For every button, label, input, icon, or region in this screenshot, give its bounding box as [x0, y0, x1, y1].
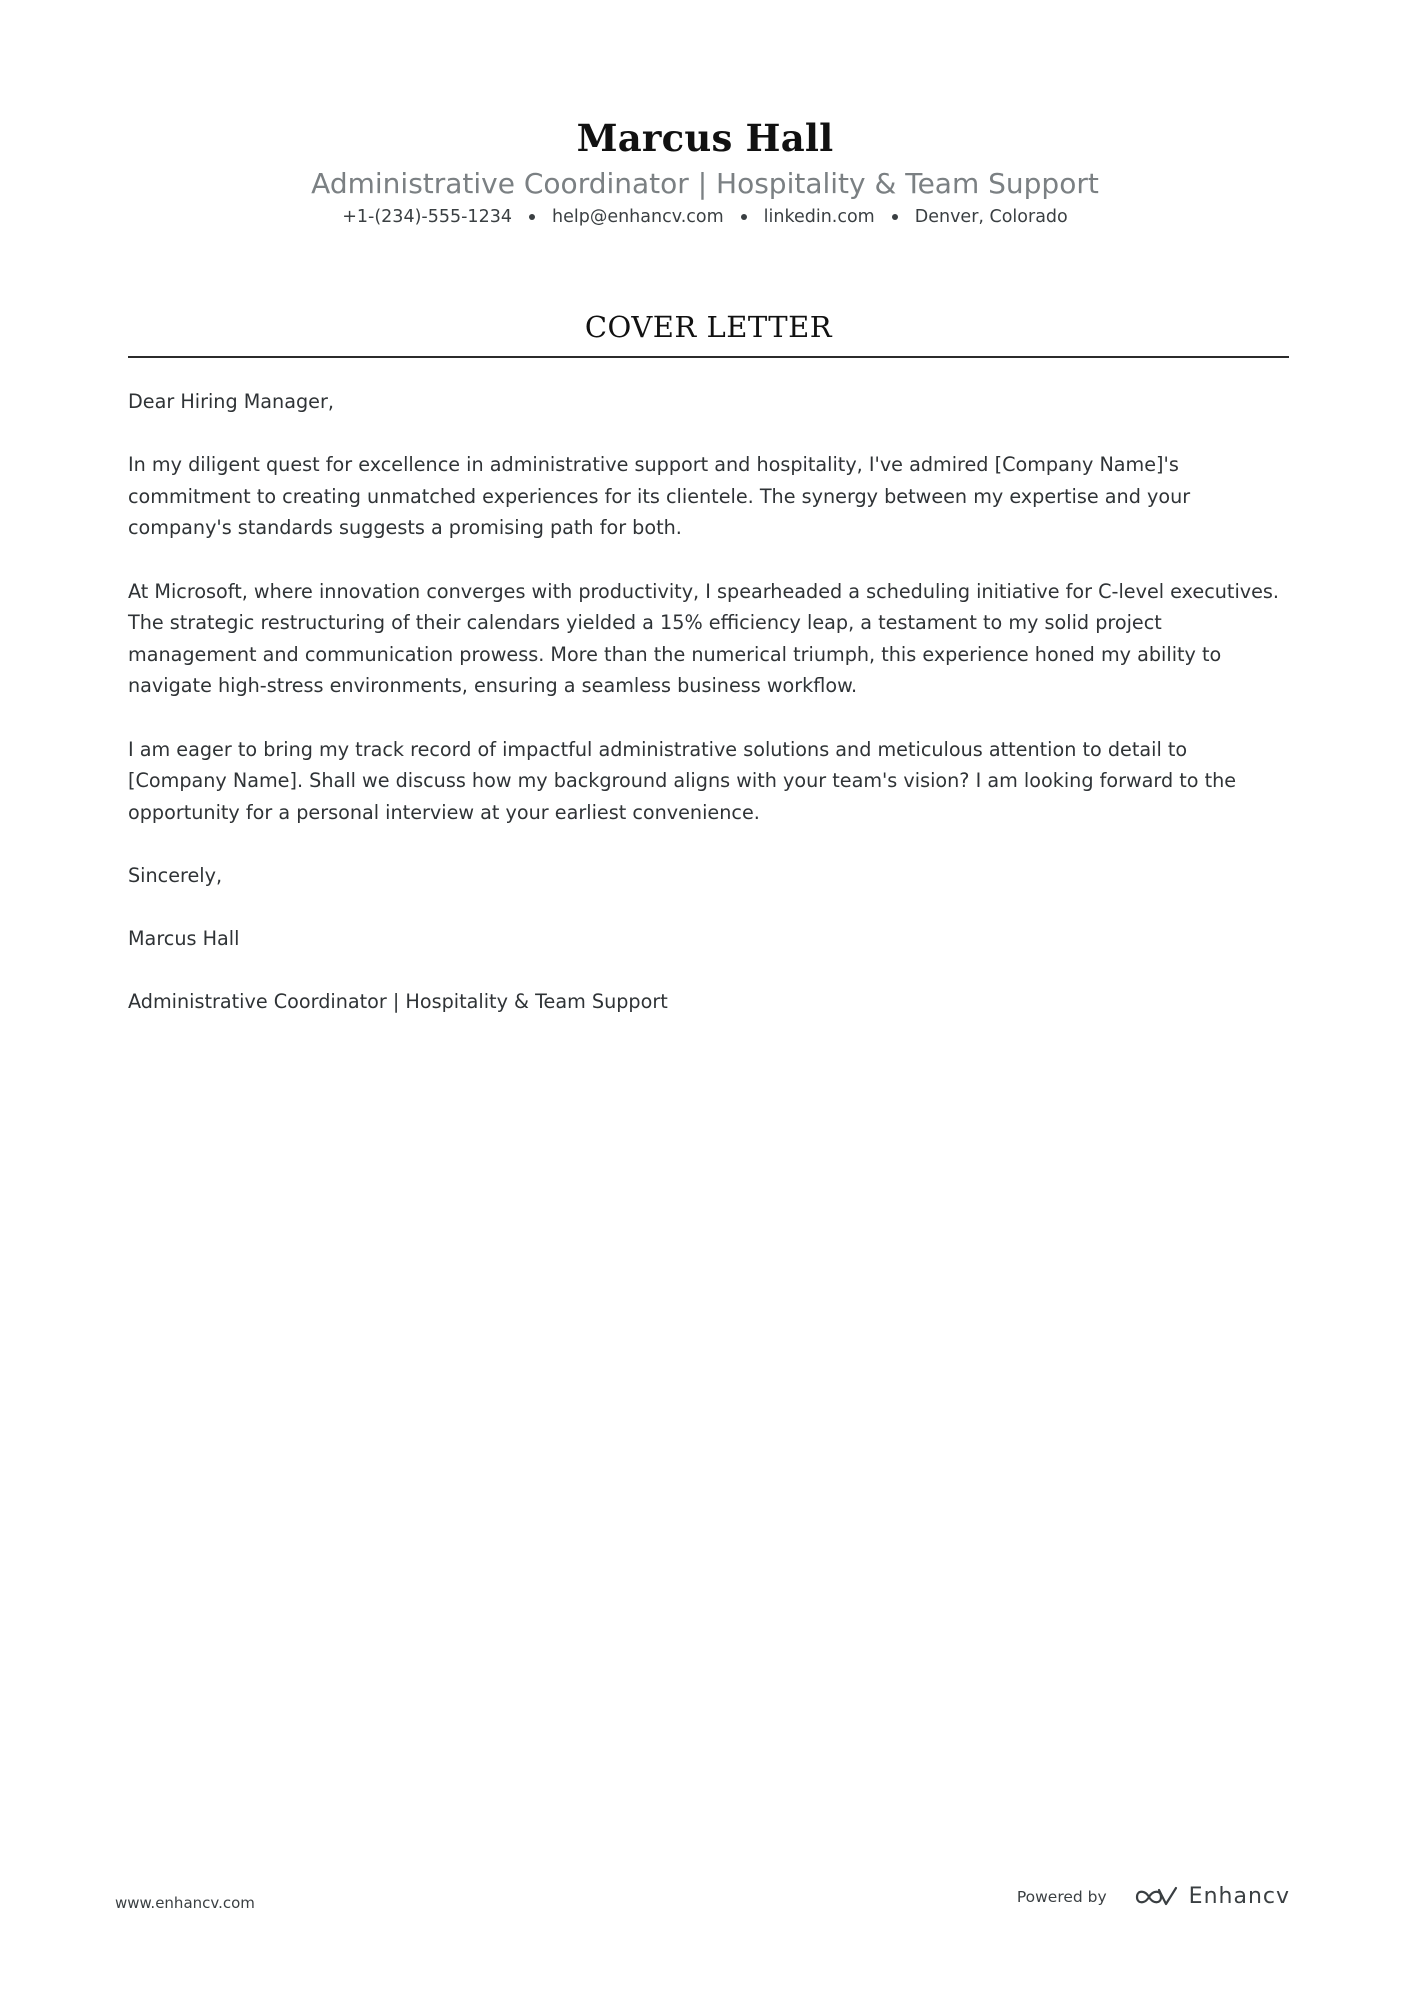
letter-paragraph-1: In my diligent quest for excellence in administrative support and hospitality, I've admired [Company Name]'s commitment to creating unmatched experiences for its clientele. The synergy between my expertise and your company's standards suggests a promising path for both. [128, 453, 1191, 540]
contact-linkedin: linkedin.com [763, 207, 875, 227]
enhancv-logo-icon [1133, 1885, 1179, 1909]
closing: Sincerely, [128, 863, 223, 887]
applicant-headline: Administrative Coordinator | Hospitality & Team Support [311, 167, 1099, 200]
salutation: Dear Hiring Manager, [128, 390, 334, 413]
section-title: COVER LETTER [584, 310, 833, 344]
contact-email: help@enhancv.com [551, 207, 724, 227]
bullet-separator [892, 214, 898, 220]
contact-location: Denver, Colorado [914, 207, 1068, 227]
enhancv-brand-name: Enhancv [1188, 1884, 1290, 1909]
bullet-separator [741, 214, 747, 220]
footer-website: www.enhancv.com [115, 1894, 255, 1912]
signature-title: Administrative Coordinator | Hospitality & Team Support [128, 990, 668, 1014]
powered-by-label: Powered by [1016, 1887, 1107, 1906]
applicant-name: Marcus Hall [576, 116, 834, 160]
letter-paragraph-3: I am eager to bring my track record of impactful administrative solutions and meticulous attention to detail to [Company Name]. Shall we discuss how my background aligns with your team's vision? I am looking forward to the opportunity for a personal interview at your earliest convenience. [128, 737, 1237, 824]
letter-body [128, 386, 1289, 1049]
section-divider [128, 356, 1289, 358]
contact-phone: +1-(234)-555-1234 [342, 207, 512, 227]
letter-paragraph-2: At Microsoft, where innovation converges with productivity, I spearheaded a scheduling initiative for C-level executives. The strategic restructuring of their calendars yielded a 15% efficiency leap, a testament to my solid project management and communication prowess. More than the numerical triumph, this experience honed my ability to navigate high-stress environments, ensuring a seamless business workflow. [128, 579, 1280, 698]
bullet-separator [529, 214, 535, 220]
contact-line [0, 204, 1410, 230]
letter-header [0, 112, 1410, 230]
footer-branding [1017, 1884, 1290, 1909]
signature-name: Marcus Hall [128, 927, 240, 951]
